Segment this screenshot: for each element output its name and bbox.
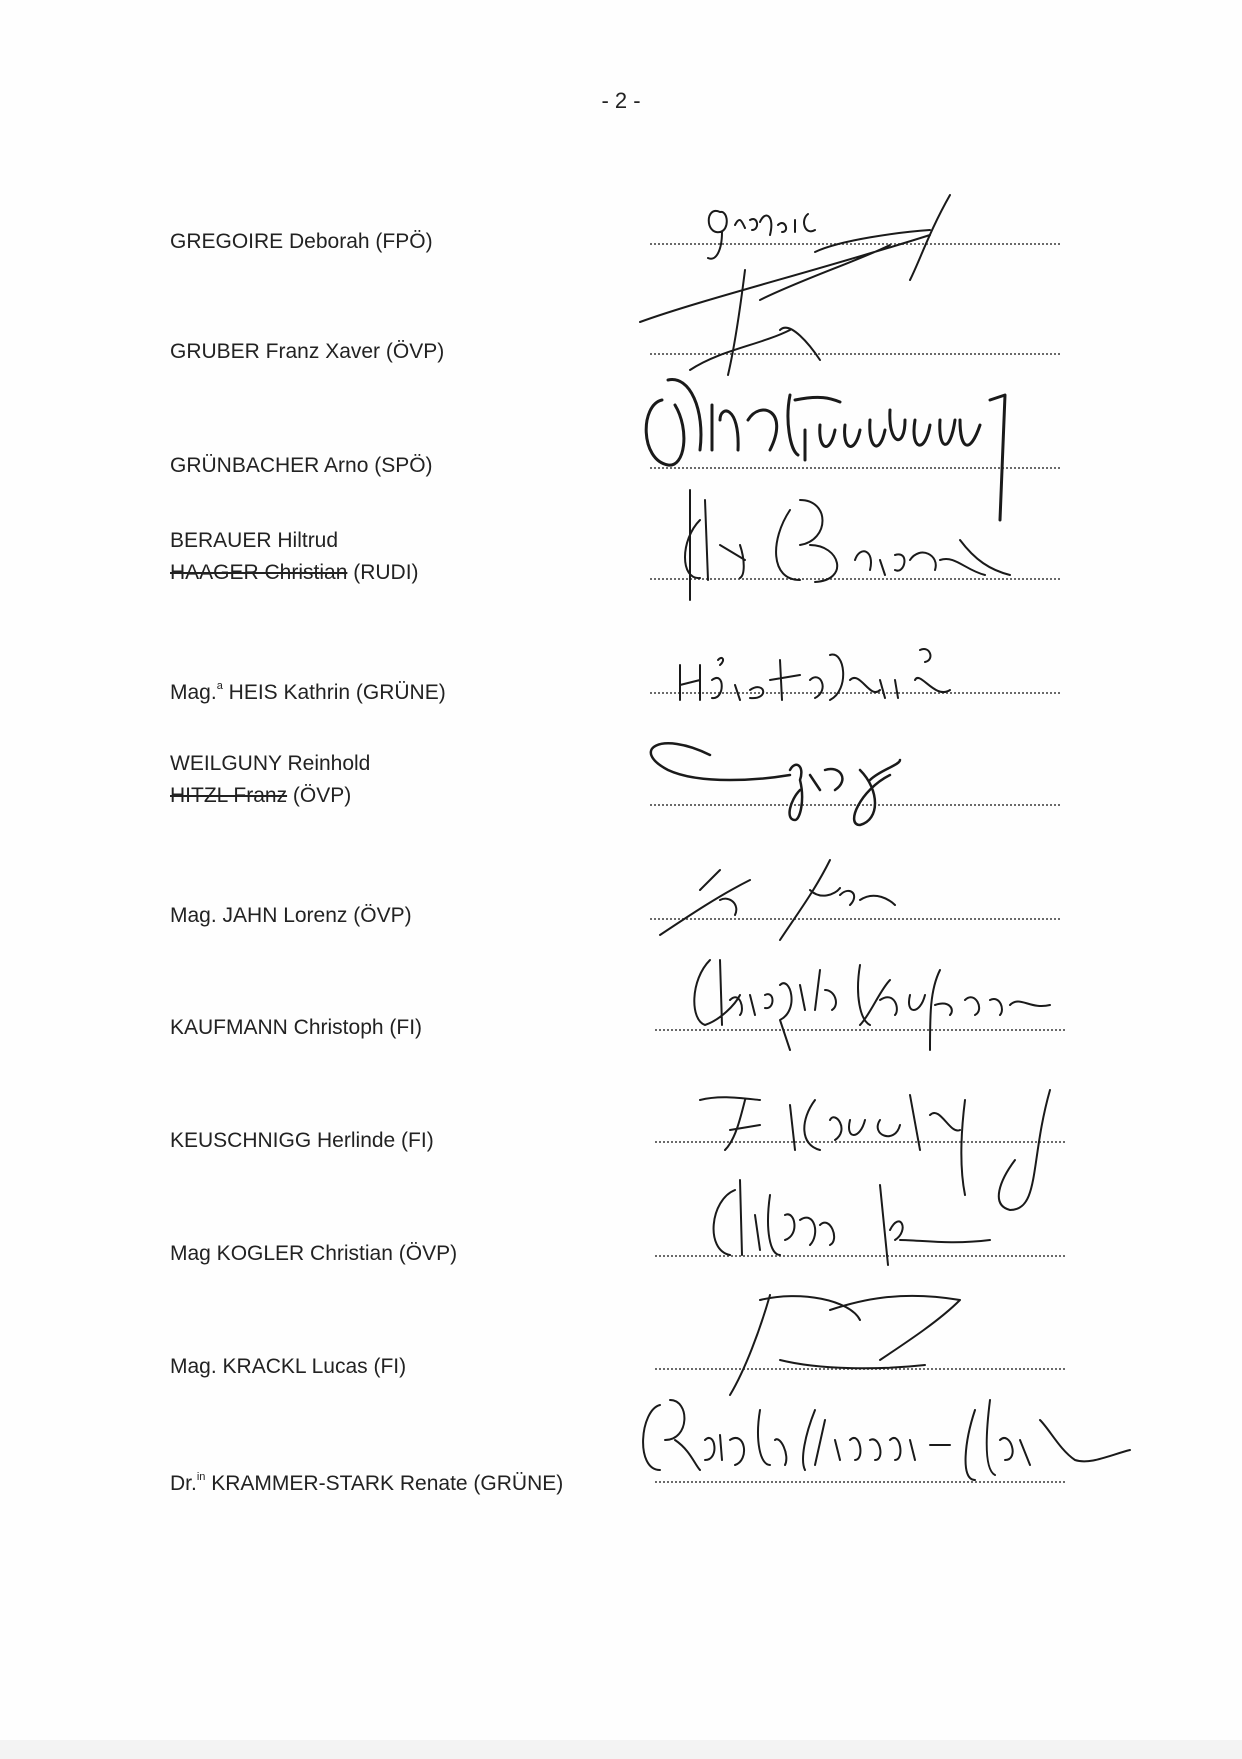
signature-line <box>655 1255 1065 1257</box>
struck-name: HITZL Franz <box>170 784 288 807</box>
signatory-name <box>170 900 412 932</box>
title-prefix: Mag. <box>170 681 217 704</box>
signatory-name-text: GRUBER Franz Xaver (ÖVP) <box>170 340 445 363</box>
signatory-name-text: BERAUER Hiltrud <box>170 529 339 552</box>
signatory-name <box>170 525 419 589</box>
signatory-name-text: GREGOIRE Deborah (FPÖ) <box>170 230 433 253</box>
signatory-name-text: HEIS Kathrin (GRÜNE) <box>222 681 446 704</box>
signatory-name <box>170 336 444 368</box>
signature-line <box>650 578 1060 580</box>
signatory-name <box>170 450 433 482</box>
signatory-name <box>170 1351 406 1383</box>
signatory-name <box>170 1012 422 1044</box>
signature-line <box>650 692 1060 694</box>
signatory-name-text: KEUSCHNIGG Herlinde (FI) <box>170 1129 434 1152</box>
signature-line <box>655 1141 1065 1143</box>
signatory-name-text: KRAMMER-STARK Renate (GRÜNE) <box>205 1472 564 1495</box>
struck-name: HAAGER Christian <box>170 561 348 584</box>
signature-jahn <box>660 860 895 940</box>
signatory-name <box>170 748 370 812</box>
signature-line <box>650 918 1060 920</box>
signatory-name-amended <box>170 780 370 812</box>
signature-keuschnigg <box>700 1090 1050 1210</box>
party-suffix: (RUDI) <box>347 561 419 584</box>
title-prefix: Dr. <box>170 1472 197 1495</box>
signature-line <box>655 1481 1065 1483</box>
signature-line <box>650 804 1060 806</box>
signatory-name-text: GRÜNBACHER Arno (SPÖ) <box>170 454 433 477</box>
title-superscript: a <box>216 680 223 692</box>
page-number: - 2 - <box>601 88 641 113</box>
page-edge-shadow <box>0 1740 1242 1759</box>
signatory-name-text: KAUFMANN Christoph (FI) <box>170 1016 423 1039</box>
signatory-name-text: Mag KOGLER Christian (ÖVP) <box>170 1242 458 1265</box>
signature-krackl <box>730 1295 960 1395</box>
signatory-name <box>170 1238 457 1270</box>
signature-gregoire <box>708 195 950 280</box>
signature-krammer-stark <box>643 1400 1130 1480</box>
title-superscript: in <box>196 1471 206 1483</box>
signatory-name <box>170 226 433 258</box>
party-suffix: (ÖVP) <box>287 784 352 807</box>
signatory-name <box>170 1125 434 1157</box>
signatory-name <box>170 672 446 709</box>
signature-weilguny <box>651 743 900 825</box>
signatory-name-text: Mag. JAHN Lorenz (ÖVP) <box>170 904 412 927</box>
signatory-name-text: WEILGUNY Reinhold <box>170 752 371 775</box>
signature-kogler <box>714 1180 990 1265</box>
signature-line <box>655 1368 1065 1370</box>
signature-kaufmann <box>694 960 1050 1050</box>
signature-line <box>650 353 1060 355</box>
signature-line <box>650 467 1060 469</box>
signature-gruenbacher <box>646 380 1005 520</box>
signature-berauer <box>685 490 1010 600</box>
signatory-name-text: Mag. KRACKL Lucas (FI) <box>170 1355 407 1378</box>
signature-line <box>650 243 1060 245</box>
signature-line <box>655 1029 1065 1031</box>
signatory-name-amended <box>170 557 419 589</box>
signatory-name <box>170 1463 563 1500</box>
